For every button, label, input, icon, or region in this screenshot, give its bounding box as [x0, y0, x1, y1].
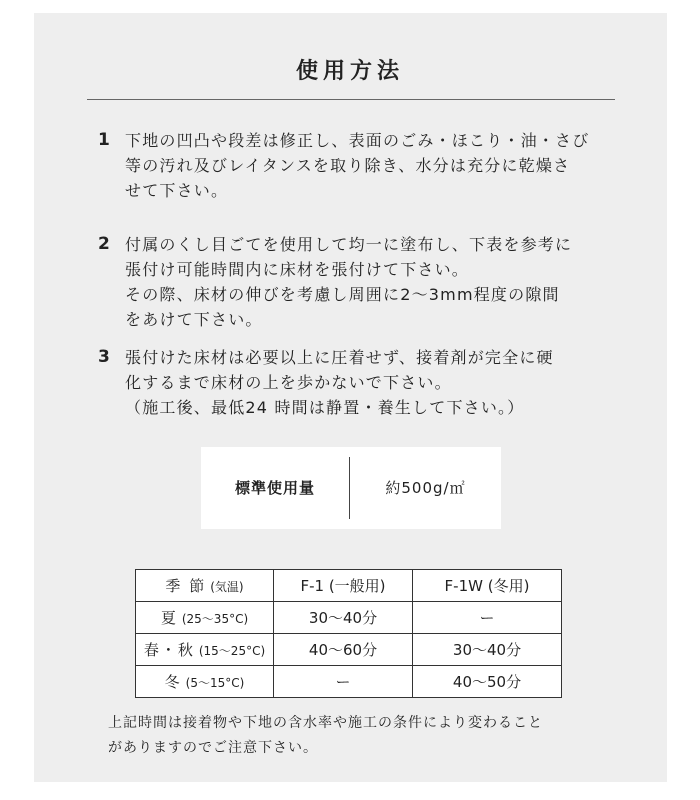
step-text: [125, 232, 615, 332]
table-row: [136, 634, 562, 666]
step-line: 化するまで床材の上を歩かないで下さい。: [125, 373, 452, 392]
usage-value: 約500g/㎡: [385, 479, 466, 497]
title-divider: [87, 99, 615, 100]
step-line: 等の汚れ及びレイタンスを取り除き、水分は充分に乾燥さ: [125, 156, 571, 175]
header-season-note: (気温): [210, 580, 244, 594]
header-season: 季 節 (気温): [136, 570, 274, 602]
step-number: 1: [98, 130, 112, 150]
f1-cell: 40〜60分: [274, 634, 413, 666]
step-line: 下地の凹凸や段差は修正し、表面のごみ・ほこり・油・さび: [125, 131, 590, 150]
f1w-cell: 30〜40分: [413, 634, 562, 666]
step-line: 張付けた床材は必要以上に圧着せず、接着剤が完全に硬: [125, 348, 554, 367]
footnote-line: がありますのでご注意下さい。: [108, 740, 318, 756]
table-header-row: [136, 570, 562, 602]
page-title: 使用方法: [295, 59, 404, 84]
step-number: 2: [98, 234, 112, 254]
season-cell: 春・秋 (15〜25°C): [136, 634, 274, 666]
season-cell: 夏 (25〜35°C): [136, 602, 274, 634]
step-text: [125, 345, 615, 420]
f1-cell: 30〜40分: [274, 602, 413, 634]
header-f1: F-1 (一般用): [274, 570, 413, 602]
step-line: その際、床材の伸びを考慮し周囲に2〜3mm程度の隙間: [125, 285, 560, 304]
step-number: 3: [98, 347, 112, 367]
table-row: [136, 602, 562, 634]
step-line: 付属のくし目ごてを使用して均一に塗布し、下表を参考に: [125, 235, 573, 254]
table-row: [136, 666, 562, 698]
footnote-line: 上記時間は接着物や下地の含水率や施工の条件により変わること: [108, 715, 543, 731]
open-time-table: [135, 569, 562, 698]
step-line: （施工後、最低24 時間は静置・養生して下さい。）: [125, 398, 525, 417]
step-line: をあけて下さい。: [125, 310, 263, 329]
season-cell: 冬 (5〜15°C): [136, 666, 274, 698]
step-line: せて下さい。: [125, 181, 229, 200]
usage-box: [201, 447, 501, 529]
header-f1w: F-1W (冬用): [413, 570, 562, 602]
season-range: (15〜25°C): [198, 644, 266, 658]
f1-cell: ー: [274, 666, 413, 698]
f1w-cell: ー: [413, 602, 562, 634]
season-range: (5〜15°C): [185, 676, 245, 690]
f1w-cell: 40〜50分: [413, 666, 562, 698]
step-line: 張付け可能時間内に床材を張付けて下さい。: [125, 260, 470, 279]
footnote: [108, 711, 543, 761]
season-range: (25〜35°C): [181, 612, 249, 626]
usage-label: 標準使用量: [234, 479, 315, 497]
step-text: [125, 128, 615, 203]
